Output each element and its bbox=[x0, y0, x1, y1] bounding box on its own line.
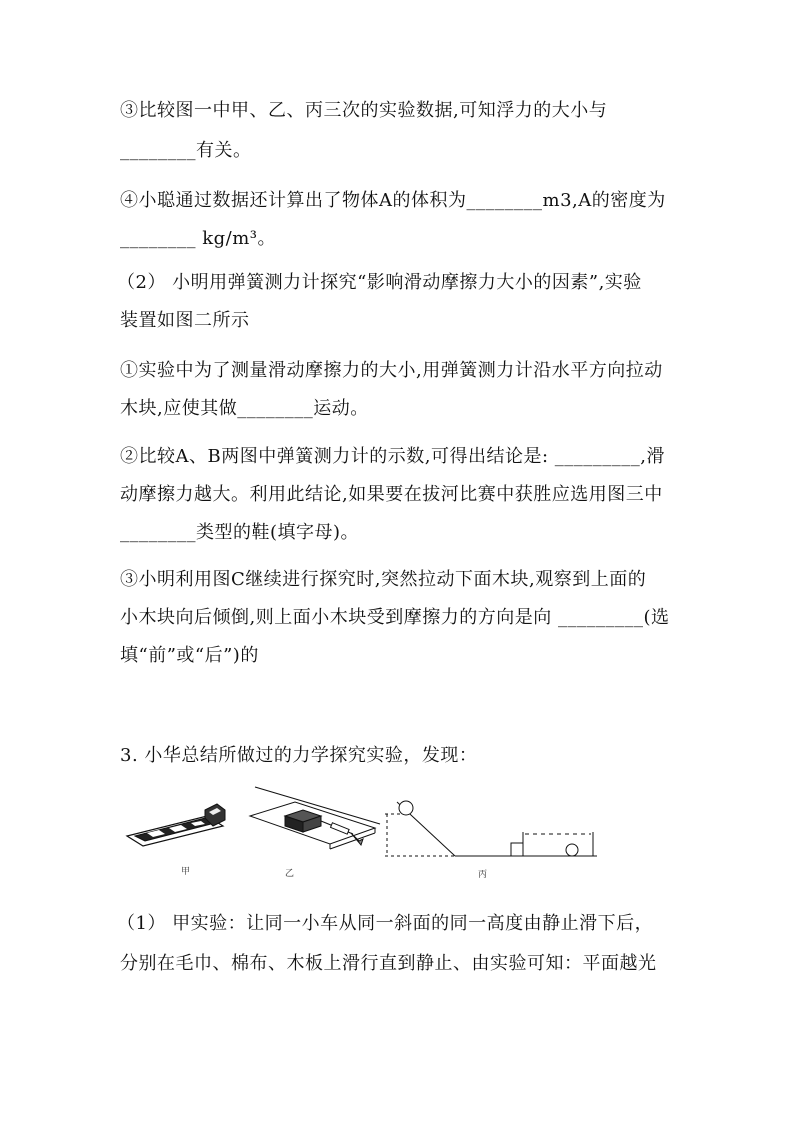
figure-jia bbox=[127, 804, 225, 846]
text-line-3: ④小聪通过数据还计算出了物体A的体积为________m3,A的密度为 bbox=[120, 190, 666, 211]
text-line-2: ________有关。 bbox=[120, 140, 252, 161]
text-line-13: 小木块向后倾倒,则上面小木块受到摩擦力的方向是向 _________(选 bbox=[120, 607, 670, 628]
text-line-6: 装置如图二所示 bbox=[120, 310, 250, 331]
text-line-9: ②比较A、B两图中弹簧测力计的示数,可得出结论是: _________,滑 bbox=[120, 446, 665, 467]
figure-bing bbox=[385, 801, 597, 856]
text-line-1: ③比较图一中甲、乙、丙三次的实验数据,可知浮力的大小与 bbox=[120, 100, 608, 121]
text-line-12: ③小明利用图C继续进行探究时,突然拉动下面木块,观察到上面的 bbox=[120, 569, 647, 590]
text-line-15: （1） 甲实验：让同一小车从同一斜面的同一高度由静止滑下后， bbox=[117, 913, 654, 934]
text-line-7: ①实验中为了测量滑动摩擦力的大小,用弹簧测力计沿水平方向拉动 bbox=[120, 360, 663, 381]
caption-bing: 丙 bbox=[478, 870, 488, 880]
text-line-16: 分别在毛巾、棉布、木板上滑行直到静止、由实验可知：平面越光 bbox=[120, 953, 657, 974]
caption-yi: 乙 bbox=[285, 869, 295, 879]
text-line-4: ________ kg/m³。 bbox=[120, 228, 276, 249]
text-line-10: 动摩擦力越大。利用此结论,如果要在拔河比赛中获胜应选用图三中 bbox=[120, 484, 663, 505]
caption-jia: 甲 bbox=[181, 867, 191, 877]
text-line-14: 填“前”或“后”)的 bbox=[120, 645, 259, 666]
question-3-heading: 3. 小华总结所做过的力学探究实验，发现： bbox=[120, 745, 478, 766]
text-line-5: （2） 小明用弹簧测力计探究“影响滑动摩擦力大小的因素”,实验 bbox=[117, 272, 642, 293]
experiment-figure bbox=[125, 786, 605, 886]
figure-yi bbox=[250, 787, 380, 849]
text-line-11: ________类型的鞋(填字母)。 bbox=[120, 522, 360, 543]
text-line-8: 木块,应使其做________运动。 bbox=[120, 398, 369, 419]
